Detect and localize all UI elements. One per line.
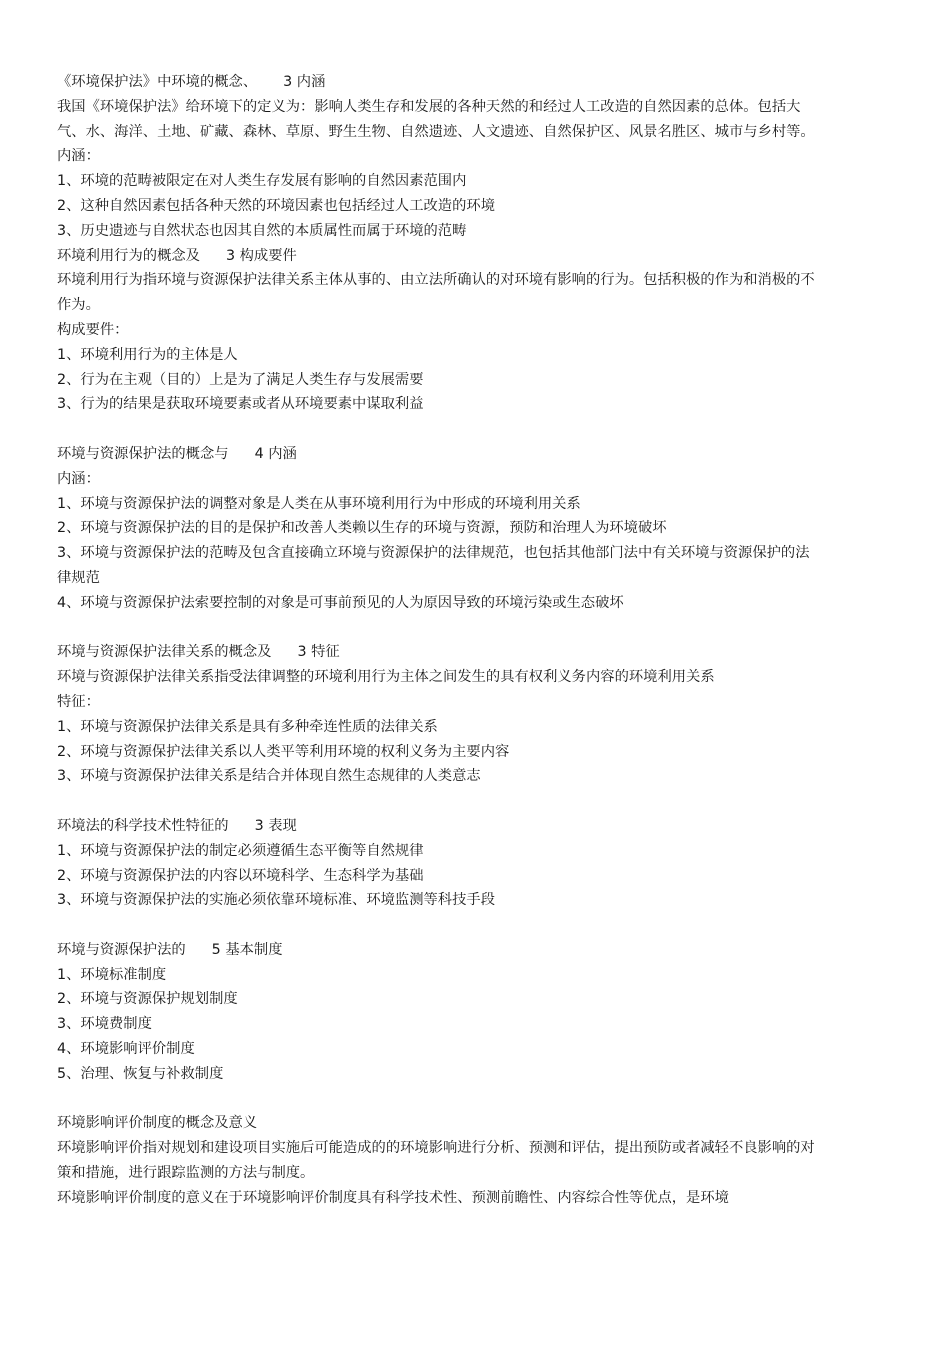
section-title (57, 244, 817, 269)
section-title (57, 814, 817, 839)
section-gap (57, 417, 817, 442)
subheading: 特征： (57, 693, 100, 710)
significance-paragraph: 环境影响评价制度的意义在于环境影响评价制度具有科学技术性、预测前瞻性、内容综合性等优点，是环境 (57, 1189, 729, 1206)
list-item: 2、环境与资源保护法律关系以人类平等利用环境的权利义务为主要内容 (57, 743, 510, 760)
definition-paragraph: 环境利用行为指环境与资源保护法律关系主体从事的、由立法所确认的对环境有影响的行为。包括积极的作为和消极的不作为。 (57, 272, 815, 314)
section-title-text: 环境与资源保护法律关系的概念及 (57, 644, 272, 661)
section-title-count: 3 内涵 (283, 74, 326, 90)
document-page (57, 70, 817, 1211)
section-title-text: 《环境保护法》中环境的概念、 (57, 74, 258, 90)
list-item: 3、环境与资源保护法律关系是结合并体现自然生态规律的人类意志 (57, 768, 481, 785)
list-item: 2、行为在主观（目的）上是为了满足人类生存与发展需要 (57, 371, 424, 388)
list-item: 3、环境与资源保护法的实施必须依靠环境标准、环境监测等科技手段 (57, 892, 495, 909)
subheading: 内涵： (57, 470, 100, 487)
section-title (57, 70, 817, 95)
section-gap (57, 616, 817, 641)
definition-paragraph: 我国《环境保护法》给环境下的定义为：影响人类生存和发展的各种天然的和经过人工改造的自然因素的总体。包括大气、水、海洋、土地、矿藏、森林、草原、野生生物、自然遗迹、人文遗迹、自然保护区、风景名胜区、城市与乡村等。 (57, 98, 815, 140)
definition-paragraph: 环境影响评价指对规划和建设项目实施后可能造成的的环境影响进行分析、预测和评估，提出预防或者减轻不良影响的对策和措施，进行跟踪监测的方法与制度。 (57, 1140, 815, 1182)
list-item: 1、环境与资源保护法的调整对象是人类在从事环境利用行为中形成的环境利用关系 (57, 495, 581, 512)
list-item: 1、环境标准制度 (57, 966, 167, 983)
section-gap (57, 789, 817, 814)
section-title-text: 环境与资源保护法的概念与 (57, 445, 229, 462)
section-title (57, 442, 817, 467)
section-title-count: 4 内涵 (254, 445, 297, 462)
list-item: 4、环境与资源保护法索要控制的对象是可事前预见的人为原因导致的环境污染或生态破坏 (57, 594, 624, 611)
list-item: 5、治理、恢复与补救制度 (57, 1065, 224, 1082)
definition-paragraph: 环境与资源保护法律关系指受法律调整的环境利用行为主体之间发生的具有权利义务内容的环境利用关系 (57, 669, 715, 686)
list-item: 1、环境与资源保护法律关系是具有多种牵连性质的法律关系 (57, 718, 438, 735)
section-title-count: 5 基本制度 (211, 941, 283, 958)
list-item: 1、环境的范畴被限定在对人类生存发展有影响的自然因素范围内 (57, 173, 467, 190)
list-item: 1、环境利用行为的主体是人 (57, 346, 238, 363)
list-item: 2、这种自然因素包括各种天然的环境因素也包括经过人工改造的环境 (57, 197, 495, 214)
section-gap (57, 913, 817, 938)
list-item: 3、历史遗迹与自然状态也因其自然的本质属性而属于环境的范畴 (57, 222, 467, 239)
section-title-text: 环境利用行为的概念及 (57, 247, 200, 264)
section-title (57, 640, 817, 665)
section-title-text: 环境法的科学技术性特征的 (57, 817, 229, 834)
subheading: 构成要件： (57, 321, 129, 338)
list-item: 3、环境与资源保护法的范畴及包含直接确立环境与资源保护的法律规范，也包括其他部门法中有关环境与资源保护的法律规范 (57, 545, 810, 586)
list-item: 1、环境与资源保护法的制定必须遵循生态平衡等自然规律 (57, 842, 424, 859)
section-title-count: 3 构成要件 (225, 247, 297, 264)
section-title-text: 环境与资源保护法的 (57, 941, 186, 958)
section-title: 环境影响评价制度的概念及意义 (57, 1115, 258, 1132)
list-item: 2、环境与资源保护法的目的是保护和改善人类赖以生存的环境与资源，预防和治理人为环境破坏 (57, 520, 667, 537)
list-item: 3、环境费制度 (57, 1016, 152, 1033)
section-title (57, 938, 817, 963)
list-item: 4、环境影响评价制度 (57, 1041, 195, 1058)
section-title-count: 3 表现 (254, 817, 297, 834)
list-item: 2、环境与资源保护法的内容以环境科学、生态科学为基础 (57, 867, 424, 884)
subheading: 内涵： (57, 148, 100, 165)
list-item: 2、环境与资源保护规划制度 (57, 991, 238, 1008)
section-gap (57, 1087, 817, 1112)
section-title-count: 3 特征 (297, 644, 340, 661)
list-item: 3、行为的结果是获取环境要素或者从环境要素中谋取利益 (57, 396, 424, 413)
